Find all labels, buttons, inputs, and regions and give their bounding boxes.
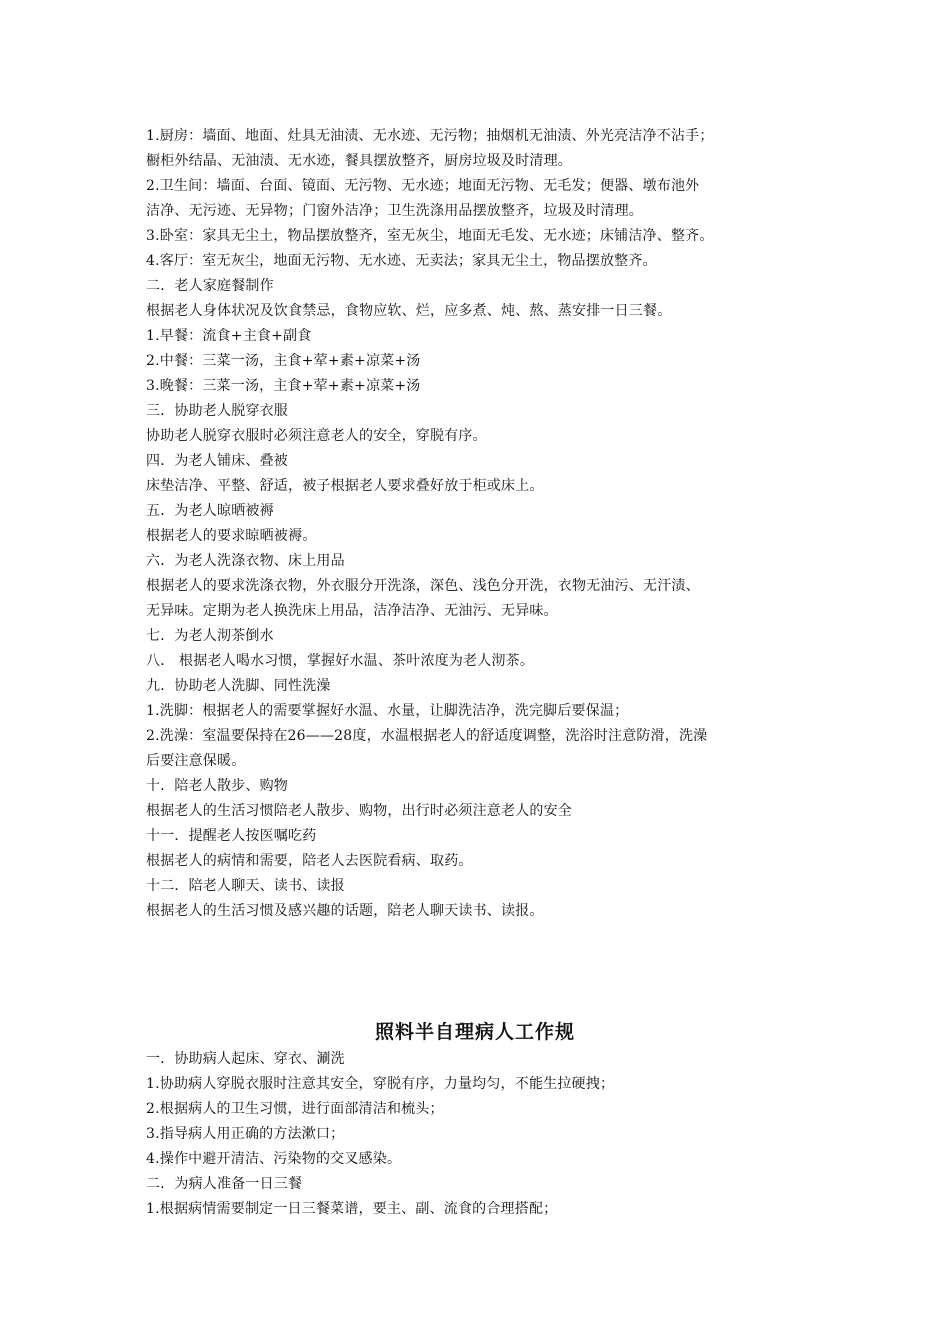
text-line: 根据老人的生活习惯陪老人散步、购物，出行时必须注意老人的安全 — [146, 803, 572, 819]
text-line: 八． 根据老人喝水习惯，掌握好水温、茶叶浓度为老人沏茶。 — [146, 653, 535, 669]
text-line: 根据老人身体状况及饮食禁忌，食物应软、烂，应多煮、炖、熬、蒸安排一日三餐。 — [146, 303, 672, 319]
text-line: 4.客厅：室无灰尘，地面无污物、无水迹、无卖法；家具无尘土，物品摆放整齐。 — [146, 253, 657, 269]
text-line: 2.洗澡：室温要保持在26——28度，水温根据老人的舒适度调整，洗浴时注意防滑，洗澡 — [146, 728, 708, 744]
section-heading: 二．老人家庭餐制作 — [146, 278, 274, 294]
section-heading: 五．为老人晾晒被褥 — [146, 503, 274, 519]
text-line: 根据老人的生活习惯及感兴趣的话题，陪老人聊天读书、读报。 — [146, 903, 544, 919]
text-line: 橱柜外结晶、无油渍、无水迹，餐具摆放整齐，厨房垃圾及时清理。 — [146, 153, 572, 169]
document-title: 照料半自理病人工作规 — [374, 1021, 575, 1043]
text-line: 1.洗脚：根据老人的需要掌握好水温、水量，让脚洗洁净，洗完脚后要保温； — [146, 703, 629, 719]
section-heading: 六．为老人洗涤衣物、床上用品 — [146, 553, 345, 569]
section-heading: 十一．提醒老人按医嘱吃药 — [146, 828, 317, 844]
text-line: 3.晚餐：三菜一汤，主食+荤+素+凉菜+汤 — [146, 378, 421, 394]
section-patient-care-text — [146, 1047, 826, 1222]
section-heading: 四．为老人铺床、叠被 — [146, 453, 288, 469]
section-heading: 三．协助老人脱穿衣服 — [146, 403, 288, 419]
text-line: 2.根据病人的卫生习惯，进行面部清洁和梳头； — [146, 1101, 444, 1117]
text-line: 1.协助病人穿脱衣服时注意其安全，穿脱有序，力量均匀，不能生拉硬拽； — [146, 1076, 615, 1092]
section-heading: 十二．陪老人聊天、读书、读报 — [146, 878, 345, 894]
text-line: 3.卧室：家具无尘土，物品摆放整齐，室无灰尘，地面无毛发、无水迹；床铺洁净、整齐。 — [146, 228, 714, 244]
text-line: 协助老人脱穿衣服时必须注意老人的安全，穿脱有序。 — [146, 428, 487, 444]
text-line: 1.根据病情需要制定一日三餐菜谱，要主、副、流食的合理搭配； — [146, 1201, 558, 1217]
text-line: 根据老人的要求晾晒被褥。 — [146, 528, 317, 544]
text-line: 2.中餐：三菜一汤，主食+荤+素+凉菜+汤 — [146, 353, 421, 369]
text-line: 3.指导病人用正确的方法漱口； — [146, 1126, 345, 1142]
text-line: 洁净、无污迹、无异物；门窗外洁净；卫生洗涤用品摆放整齐，垃圾及时清理。 — [146, 203, 643, 219]
text-line: 4.操作中避开清洁、污染物的交叉感染。 — [146, 1151, 402, 1167]
section-heading: 七．为老人沏茶倒水 — [146, 628, 274, 644]
section-heading: 一．协助病人起床、穿衣、涮洗 — [146, 1051, 345, 1067]
section-heading: 二．为病人准备一日三餐 — [146, 1176, 303, 1192]
text-line: 2.卫生间：墙面、台面、镜面、无污物、无水迹；地面无污物、无毛发；便器、墩布池外 — [146, 178, 700, 194]
section-heading: 九．协助老人洗脚、同性洗澡 — [146, 678, 331, 694]
text-line: 床垫洁净、平整、舒适，被子根据老人要求叠好放于柜或床上。 — [146, 478, 544, 494]
section-heading: 十．陪老人散步、购物 — [146, 778, 288, 794]
text-line: 1.厨房：墙面、地面、灶具无油渍、无水迹、无污物；抽烟机无油渍、外光亮洁净不沾手； — [146, 128, 714, 144]
text-line: 1.早餐：流食+主食+副食 — [146, 328, 312, 344]
text-line: 根据老人的病情和需要，陪老人去医院看病、取药。 — [146, 853, 473, 869]
section-elderly-care-text — [146, 124, 826, 924]
text-line: 后要注意保暖。 — [146, 753, 246, 769]
text-line: 根据老人的要求洗涤衣物，外衣服分开洗涤，深色、浅色分开洗，衣物无油污、无汗渍、 — [146, 578, 700, 594]
text-line: 无异味。定期为老人换洗床上用品，洁净洁净、无油污、无异味。 — [146, 603, 558, 619]
